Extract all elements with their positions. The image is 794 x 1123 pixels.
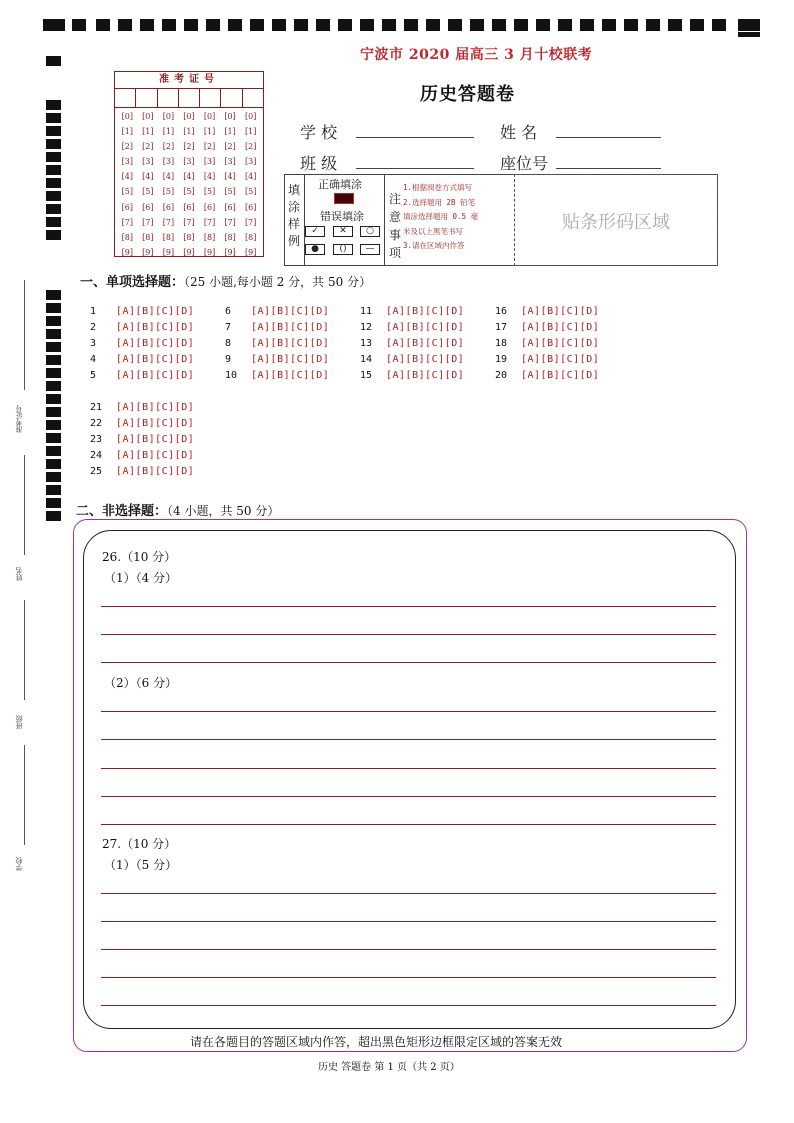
wrong-mark-dash: —: [360, 244, 380, 255]
timing-mark: [46, 498, 61, 508]
timing-mark: [624, 19, 638, 31]
timing-mark: [426, 19, 440, 31]
timing-mark: [46, 152, 61, 162]
page-footer: 历史 答题卷 第 1 页（共 2 页）: [318, 1062, 460, 1073]
choice-question-2: [90, 322, 194, 333]
ticket-bubble[interactable]: [3]: [203, 157, 216, 167]
ticket-bubble[interactable]: [1]: [183, 127, 195, 137]
timing-mark: [46, 178, 61, 188]
ticket-bubble[interactable]: [4]: [121, 172, 133, 182]
question-27-heading: 27.（10 分）: [102, 837, 177, 851]
name-field[interactable]: [556, 136, 661, 138]
question-number: 17: [495, 322, 508, 333]
ticket-bubble[interactable]: [2]: [142, 142, 154, 152]
question-number: 12: [360, 322, 373, 333]
ticket-digit-row: [115, 169, 263, 184]
choice-question-20: [495, 370, 599, 381]
ticket-bubble[interactable]: [9]: [224, 247, 236, 257]
section1-heading: [80, 271, 371, 290]
timing-mark: [46, 459, 61, 469]
timing-mark: [46, 485, 61, 495]
barcode-text: 贴条形码区域: [562, 212, 670, 233]
ticket-write-cell[interactable]: [179, 89, 200, 107]
timing-mark: [162, 19, 176, 31]
choice-question-25: [90, 466, 194, 477]
ticket-bubble[interactable]: [2]: [224, 142, 236, 152]
ticket-bubble[interactable]: [1]: [224, 127, 236, 137]
fill-sample-label: 填涂样例: [288, 183, 301, 248]
timing-mark: [470, 19, 484, 31]
name-label: 姓 名: [500, 123, 538, 142]
timing-mark: [206, 19, 220, 31]
timing-mark: [448, 19, 462, 31]
ticket-bubble[interactable]: [0]: [224, 112, 236, 121]
timing-mark: [46, 394, 61, 404]
timing-mark: [536, 19, 550, 31]
answer-bubbles[interactable]: [A][B][C][D]: [386, 306, 465, 317]
question-number: 4: [90, 354, 97, 365]
question-number: 15: [360, 370, 373, 381]
ticket-bubble[interactable]: [7]: [142, 217, 154, 227]
question-number: 13: [360, 338, 373, 349]
timing-mark: [140, 19, 154, 31]
ticket-bubble[interactable]: [4]: [244, 172, 257, 182]
ticket-bubble[interactable]: [1]: [203, 127, 216, 137]
timing-mark: [338, 19, 352, 31]
choice-question-19: [495, 354, 599, 365]
ticket-bubble[interactable]: [1]: [142, 127, 154, 137]
timing-mark: [316, 19, 330, 31]
answer-inner-border: [83, 530, 736, 1029]
timing-mark: [46, 446, 61, 456]
timing-mark: [43, 19, 65, 31]
timing-mark: [668, 19, 682, 31]
ticket-bubble[interactable]: [4]: [224, 172, 236, 182]
timing-mark: [46, 230, 61, 240]
timing-mark: [382, 19, 396, 31]
ticket-write-cell[interactable]: [200, 89, 221, 107]
choice-question-22: [90, 418, 194, 429]
ticket-bubble[interactable]: [0]: [162, 112, 175, 121]
wrong-mark-dot: ●: [305, 244, 325, 255]
question-number: 22: [90, 418, 103, 429]
class-label: 班 级: [300, 154, 338, 173]
ticket-bubble[interactable]: [9]: [203, 247, 216, 257]
ticket-bubble[interactable]: [8]: [224, 232, 236, 242]
answer-line[interactable]: [101, 634, 716, 635]
timing-mark: [46, 407, 61, 417]
timing-mark: [46, 368, 61, 378]
note-item: 3.请在区域内作答: [403, 241, 465, 250]
ticket-bubble[interactable]: [2]: [162, 142, 175, 152]
ticket-bubble[interactable]: [2]: [203, 142, 216, 152]
ticket-digit-row: [115, 184, 263, 199]
ticket-bubble[interactable]: [5]: [121, 187, 133, 197]
answer-bubbles[interactable]: [A][B][C][D]: [116, 466, 195, 477]
question-number: 19: [495, 354, 508, 365]
ticket-bubble[interactable]: [8]: [142, 232, 154, 242]
timing-mark: [46, 381, 61, 391]
answer-bubbles[interactable]: [A][B][C][D]: [116, 322, 195, 333]
ticket-bubble[interactable]: [7]: [121, 217, 133, 227]
ticket-bubble[interactable]: [7]: [183, 217, 195, 227]
wrong-mark-circle: ○: [360, 226, 380, 237]
ticket-bubble[interactable]: [0]: [121, 112, 133, 121]
answer-bubbles[interactable]: [A][B][C][D]: [251, 306, 330, 317]
question-26-heading: 26.（10 分）: [102, 550, 177, 564]
answer-bubbles[interactable]: [A][B][C][D]: [116, 434, 195, 445]
choice-question-10: [225, 370, 329, 381]
answer-bubbles[interactable]: [A][B][C][D]: [386, 322, 465, 333]
answer-bubbles[interactable]: [A][B][C][D]: [521, 354, 600, 365]
timing-mark: [96, 19, 110, 31]
question-number: 21: [90, 402, 103, 413]
ticket-bubble[interactable]: [0]: [183, 112, 195, 121]
ticket-bubble[interactable]: [8]: [244, 232, 257, 242]
choice-question-17: [495, 322, 599, 333]
ticket-bubble[interactable]: [6]: [203, 202, 216, 212]
question-number: 9: [225, 354, 232, 365]
timing-mark: [738, 19, 760, 31]
timing-mark: [250, 19, 264, 31]
ticket-write-cell[interactable]: [115, 89, 136, 107]
ticket-digit-row: [115, 109, 263, 124]
timing-mark: [46, 217, 61, 227]
answer-bubbles[interactable]: [A][B][C][D]: [116, 418, 195, 429]
timing-mark: [46, 472, 61, 482]
question-number: 18: [495, 338, 508, 349]
choice-question-8: [225, 338, 329, 349]
answer-line[interactable]: [101, 921, 716, 922]
answer-bubbles[interactable]: [A][B][C][D]: [521, 322, 600, 333]
section1-note: （25 小题,每小题 2 分，共 50 分）: [184, 275, 372, 289]
seat-field[interactable]: [556, 167, 661, 169]
question-number: 23: [90, 434, 103, 445]
timing-mark: [46, 303, 61, 313]
answer-bubbles[interactable]: [A][B][C][D]: [386, 338, 465, 349]
ticket-bubble[interactable]: [2]: [183, 142, 195, 152]
ticket-digit-row: [115, 230, 263, 245]
ticket-bubble[interactable]: [5]: [162, 187, 175, 197]
wrong-fill-label: 错误填涂: [320, 210, 364, 223]
timing-mark: [46, 100, 61, 110]
ticket-digit-row: [115, 154, 263, 169]
binding-line: [24, 745, 25, 845]
question-number: 5: [90, 370, 97, 381]
answer-line[interactable]: [101, 711, 716, 712]
ticket-digit-row: [115, 245, 263, 260]
answer-bubbles[interactable]: [A][B][C][D]: [116, 370, 195, 381]
ticket-bubble[interactable]: [5]: [224, 187, 236, 197]
ticket-bubble[interactable]: [9]: [121, 247, 133, 257]
timing-mark: [272, 19, 286, 31]
timing-mark: [738, 32, 760, 37]
section2-heading: [76, 500, 279, 519]
choice-question-21: [90, 402, 194, 413]
ticket-bubble[interactable]: [1]: [162, 127, 175, 137]
timing-mark: [580, 19, 594, 31]
answer-bubbles[interactable]: [A][B][C][D]: [116, 402, 195, 413]
answer-area-warning: 请在各题目的答题区域内作答，超出黑色矩形边框限定区域的答案无效: [190, 1035, 563, 1049]
question-number: 3: [90, 338, 97, 349]
ticket-digit-row: [115, 200, 263, 215]
school-field[interactable]: [356, 136, 474, 138]
timing-mark: [46, 316, 61, 326]
choice-question-1: [90, 306, 194, 317]
choice-question-15: [360, 370, 464, 381]
notes-list: [403, 181, 513, 254]
answer-bubbles[interactable]: [A][B][C][D]: [521, 306, 600, 317]
choice-question-6: [225, 306, 329, 317]
choice-question-3: [90, 338, 194, 349]
correct-fill-label: 正确填涂: [318, 178, 362, 191]
choice-question-14: [360, 354, 464, 365]
ticket-bubble[interactable]: [4]: [203, 172, 216, 182]
ticket-bubble[interactable]: [6]: [183, 202, 195, 212]
timing-mark: [46, 342, 61, 352]
ticket-bubble[interactable]: [3]: [162, 157, 175, 167]
choice-question-23: [90, 434, 194, 445]
ticket-bubble[interactable]: [4]: [162, 172, 175, 182]
ticket-write-row: [115, 89, 263, 108]
choice-question-11: [360, 306, 464, 317]
ticket-write-cell[interactable]: [158, 89, 179, 107]
answer-line[interactable]: [101, 768, 716, 769]
note-item: 2.选择题用 2B 铅笔: [403, 197, 476, 207]
ticket-bubble[interactable]: [5]: [244, 187, 257, 197]
question-number: 16: [495, 306, 508, 317]
answer-line[interactable]: [101, 796, 716, 797]
question-number: 10: [225, 370, 238, 381]
question-number: 20: [495, 370, 508, 381]
question-number: 7: [225, 322, 232, 333]
answer-bubbles[interactable]: [A][B][C][D]: [251, 354, 330, 365]
timing-mark: [46, 113, 61, 123]
ticket-bubble[interactable]: [5]: [183, 187, 195, 197]
timing-mark: [46, 126, 61, 136]
ticket-bubble[interactable]: [6]: [162, 202, 175, 212]
timing-mark: [228, 19, 242, 31]
ticket-bubble-rows: [115, 108, 263, 260]
section2-title: 二、非选择题：: [76, 504, 168, 519]
answer-bubbles[interactable]: [A][B][C][D]: [116, 354, 195, 365]
side-label-class: 班级: [15, 715, 23, 729]
ticket-write-cell[interactable]: [136, 89, 157, 107]
ticket-bubble[interactable]: [9]: [142, 247, 154, 257]
question-number: 2: [90, 322, 97, 333]
ticket-bubble[interactable]: [8]: [183, 232, 195, 242]
ticket-bubble[interactable]: [3]: [183, 157, 195, 167]
wrong-mark-paren: (): [333, 244, 353, 255]
timing-mark: [46, 355, 61, 365]
ticket-bubble[interactable]: [5]: [142, 187, 154, 197]
ticket-bubble[interactable]: [2]: [244, 142, 257, 152]
ticket-bubble[interactable]: [5]: [203, 187, 216, 197]
answer-line[interactable]: [101, 893, 716, 894]
timing-mark: [646, 19, 660, 31]
ticket-number-grid: [114, 71, 264, 257]
timing-mark: [46, 290, 61, 300]
ticket-bubble[interactable]: [4]: [142, 172, 154, 182]
choice-question-12: [360, 322, 464, 333]
notes-label: 注意事项: [389, 192, 402, 260]
answer-line[interactable]: [101, 662, 716, 663]
choice-question-18: [495, 338, 599, 349]
note-item: 填涂选择题用 0.5 毫: [403, 212, 479, 221]
ticket-bubble[interactable]: [9]: [183, 247, 195, 257]
timing-mark: [360, 19, 374, 31]
timing-mark: [492, 19, 506, 31]
answer-bubbles[interactable]: [A][B][C][D]: [116, 450, 195, 461]
choice-question-9: [225, 354, 329, 365]
binding-line: [24, 280, 25, 390]
ticket-title: 准考证号: [115, 72, 263, 89]
ticket-write-cell[interactable]: [221, 89, 242, 107]
ticket-bubble[interactable]: [9]: [162, 247, 175, 257]
wrong-mark-check: ✓: [305, 226, 325, 237]
answer-bubbles[interactable]: [A][B][C][D]: [521, 338, 600, 349]
ticket-bubble[interactable]: [9]: [244, 247, 257, 257]
ticket-bubble[interactable]: [8]: [162, 232, 175, 242]
school-label: 学 校: [300, 123, 338, 142]
ticket-bubble[interactable]: [2]: [121, 142, 133, 152]
timing-mark: [72, 19, 86, 31]
timing-mark: [46, 56, 61, 66]
ticket-bubble[interactable]: [1]: [244, 127, 257, 137]
answer-line[interactable]: [101, 977, 716, 978]
section1-title: 一、单项选择题：: [80, 275, 185, 290]
question-27-1-heading: （1）（5 分）: [104, 858, 178, 872]
correct-fill-mark: [334, 193, 354, 204]
ticket-digit-row: [115, 139, 263, 154]
timing-mark: [46, 139, 61, 149]
timing-mark: [46, 165, 61, 175]
ticket-bubble[interactable]: [6]: [224, 202, 236, 212]
answer-bubbles[interactable]: [A][B][C][D]: [251, 322, 330, 333]
ticket-bubble[interactable]: [6]: [244, 202, 257, 212]
choice-question-5: [90, 370, 194, 381]
answer-bubbles[interactable]: [A][B][C][D]: [251, 338, 330, 349]
note-item: 米及以上黑笔书写: [403, 226, 463, 236]
side-label-school: 学校: [15, 857, 23, 871]
question-number: 25: [90, 466, 103, 477]
ticket-bubble[interactable]: [0]: [203, 112, 216, 121]
choice-question-7: [225, 322, 329, 333]
note-item: 1.根据阅卷方式填写: [403, 183, 473, 192]
ticket-bubble[interactable]: [3]: [142, 157, 154, 167]
question-number: 1: [90, 306, 97, 317]
binding-line: [24, 455, 25, 555]
question-number: 8: [225, 338, 232, 349]
ticket-bubble[interactable]: [0]: [244, 112, 257, 121]
answer-line[interactable]: [101, 606, 716, 607]
question-number: 11: [360, 306, 373, 317]
timing-mark: [602, 19, 616, 31]
timing-mark: [690, 19, 704, 31]
timing-mark: [46, 191, 61, 201]
ticket-digit-row: [115, 215, 263, 230]
ticket-bubble[interactable]: [7]: [244, 217, 257, 227]
answer-line[interactable]: [101, 739, 716, 740]
answer-bubbles[interactable]: [A][B][C][D]: [116, 306, 195, 317]
ticket-bubble[interactable]: [6]: [121, 202, 133, 212]
ticket-bubble[interactable]: [8]: [203, 232, 216, 242]
ticket-bubble[interactable]: [4]: [183, 172, 195, 182]
divider: [384, 174, 385, 266]
answer-bubbles[interactable]: [A][B][C][D]: [116, 338, 195, 349]
exam-title: 宁波市 2020 届高三 3 月十校联考: [360, 47, 593, 63]
timing-mark: [46, 420, 61, 430]
sheet-title: 历史答题卷: [420, 84, 515, 105]
timing-mark: [46, 511, 61, 521]
side-label-ticket: 准考证号: [15, 405, 23, 433]
answer-bubbles[interactable]: [A][B][C][D]: [521, 370, 600, 381]
section2-note: （4 小题，共 50 分）: [167, 504, 280, 518]
answer-bubbles[interactable]: [A][B][C][D]: [386, 354, 465, 365]
answer-line[interactable]: [101, 824, 716, 825]
ticket-bubble[interactable]: [7]: [203, 217, 216, 227]
choice-question-16: [495, 306, 599, 317]
ticket-write-cell[interactable]: [243, 89, 263, 107]
timing-mark: [118, 19, 132, 31]
question-number: 6: [225, 306, 232, 317]
seat-label: 座位号: [500, 154, 549, 173]
answer-line[interactable]: [101, 1005, 716, 1006]
ticket-bubble[interactable]: [3]: [224, 157, 236, 167]
timing-mark: [46, 433, 61, 443]
wrong-mark-cross: ✕: [333, 226, 353, 237]
question-number: 14: [360, 354, 373, 365]
timing-mark: [46, 329, 61, 339]
question-26-1-heading: （1）（4 分）: [104, 571, 178, 585]
timing-mark: [184, 19, 198, 31]
answer-line[interactable]: [101, 949, 716, 950]
timing-mark: [712, 19, 726, 31]
ticket-bubble[interactable]: [6]: [142, 202, 154, 212]
timing-mark: [294, 19, 308, 31]
class-field[interactable]: [356, 167, 474, 169]
question-number: 24: [90, 450, 103, 461]
ticket-bubble[interactable]: [7]: [162, 217, 175, 227]
timing-mark: [46, 204, 61, 214]
ticket-digit-row: [115, 124, 263, 139]
choice-question-13: [360, 338, 464, 349]
side-label-name: 姓名: [15, 567, 23, 581]
answer-bubbles[interactable]: [A][B][C][D]: [251, 370, 330, 381]
ticket-bubble[interactable]: [3]: [244, 157, 257, 167]
binding-line: [24, 600, 25, 700]
ticket-bubble[interactable]: [0]: [142, 112, 154, 121]
timing-mark: [404, 19, 418, 31]
answer-bubbles[interactable]: [A][B][C][D]: [386, 370, 465, 381]
timing-mark: [558, 19, 572, 31]
choice-question-24: [90, 450, 194, 461]
choice-question-4: [90, 354, 194, 365]
ticket-bubble[interactable]: [8]: [121, 232, 133, 242]
timing-mark: [514, 19, 528, 31]
ticket-bubble[interactable]: [7]: [224, 217, 236, 227]
ticket-bubble[interactable]: [3]: [121, 157, 133, 167]
ticket-bubble[interactable]: [1]: [121, 127, 133, 137]
question-26-2-heading: （2）（6 分）: [104, 676, 178, 690]
